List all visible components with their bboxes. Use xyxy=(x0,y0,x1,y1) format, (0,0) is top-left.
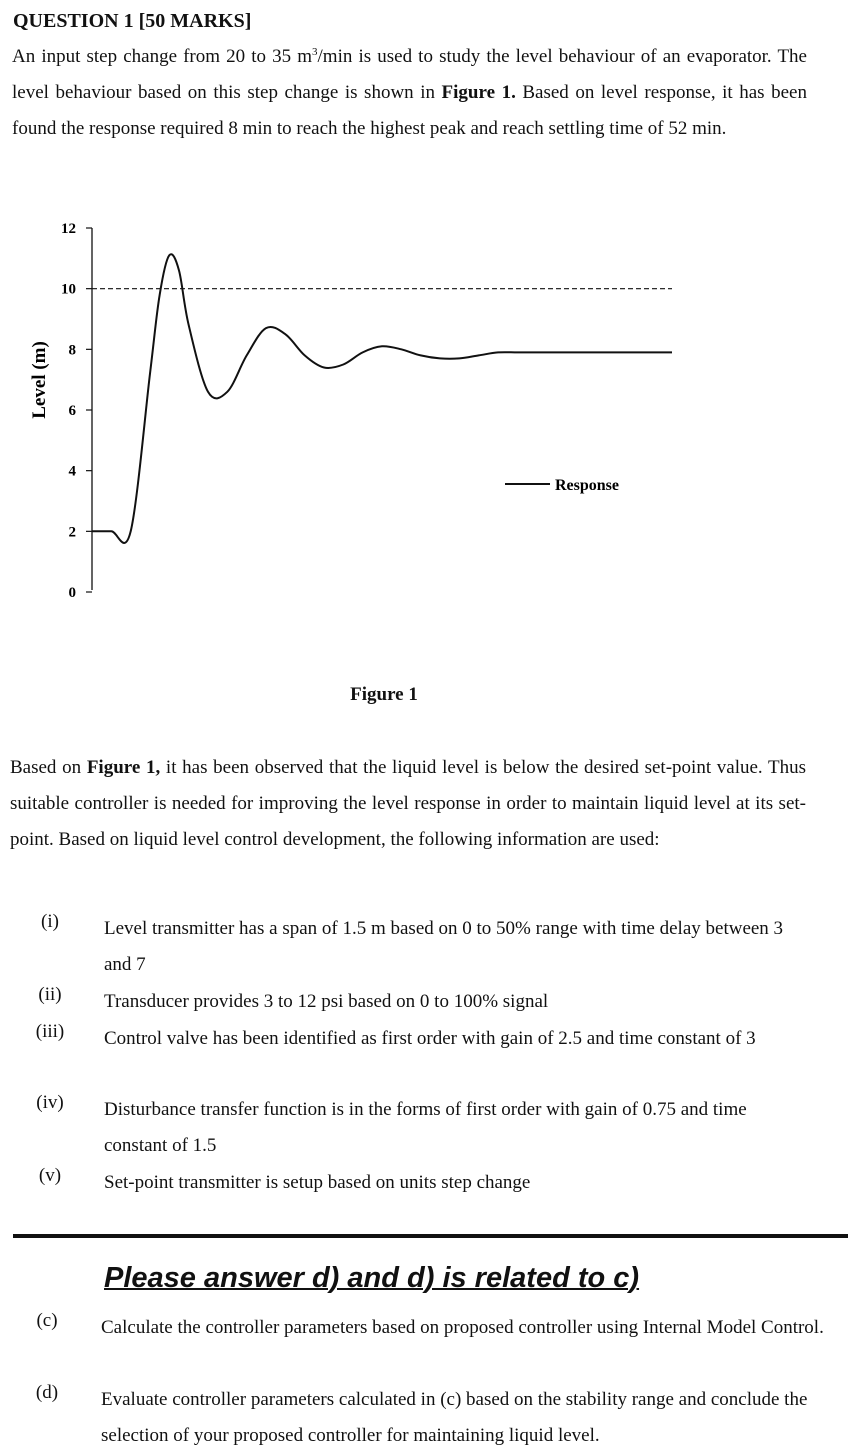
part-num: (d) xyxy=(35,1382,59,1403)
info-item-text: Set-point transmitter is setup based on units step change xyxy=(104,1172,531,1193)
question-title: QUESTION 1 [50 MARKS] xyxy=(13,10,252,32)
info-item-num: (i) xyxy=(41,911,59,932)
y-axis-label: Level (m) xyxy=(29,341,50,419)
legend-label-response: Response xyxy=(555,477,620,494)
y-tick-label: 8 xyxy=(68,342,76,359)
y-tick-label: 4 xyxy=(68,463,76,480)
info-item-num: (iii) xyxy=(35,1021,65,1042)
part-text: Calculate the controller parameters based on proposed controller using Internal Model Control. xyxy=(101,1317,824,1338)
response-line xyxy=(92,254,672,543)
y-tick-label: 12 xyxy=(61,221,76,237)
section-divider xyxy=(13,1234,848,1238)
info-item-text: Transducer provides 3 to 12 psi based on 0 to 100% signal xyxy=(104,991,549,1012)
y-tick-label: 0 xyxy=(68,585,76,601)
answer-instruction: Please answer d) and d) is related to c) xyxy=(104,1262,640,1294)
info-item-text: Control valve has been identified as first order with gain of 2.5 and time constant of 3 xyxy=(104,1028,756,1049)
y-tick-label: 6 xyxy=(68,403,76,419)
figure-caption: Figure 1 xyxy=(350,684,418,705)
observation-paragraph: Based on Figure 1, it has been observed that the liquid level is below the desired set-point value. Thus suitable controller is needed for improving the level response in order to maintain liquid level at its set-point. Based on liquid level control development, the following information are used: xyxy=(10,757,807,850)
info-item-text: Disturbance transfer function is in the forms of first order with gain of 0.75 and time constant of 1.5 xyxy=(104,1099,747,1156)
question-intro: An input step change from 20 to 35 $m^3/\min$ is used to study the level behaviour of an evaporator. The level behaviour based on this step change is shown in Figure 1. Based on level response, it has been found the response required 8 min to reach the highest peak and reach settling time of 52 min. xyxy=(12,46,807,139)
part-text: Evaluate controller parameters calculated in (c) based on the stability range and conclude the selection of your proposed controller for maintaining liquid level. xyxy=(101,1389,808,1446)
info-item-num: (iv) xyxy=(36,1092,64,1113)
info-item-text: Level transmitter has a span of 1.5 m based on 0 to 50% range with time delay between 3 and 7 xyxy=(104,918,784,975)
part-num: (c) xyxy=(36,1310,58,1331)
info-item-num: (v) xyxy=(38,1165,62,1186)
y-tick-label: 2 xyxy=(68,524,76,541)
info-item-num: (ii) xyxy=(38,984,62,1005)
y-tick-label: 10 xyxy=(61,281,76,298)
level-response-chart xyxy=(0,200,848,680)
